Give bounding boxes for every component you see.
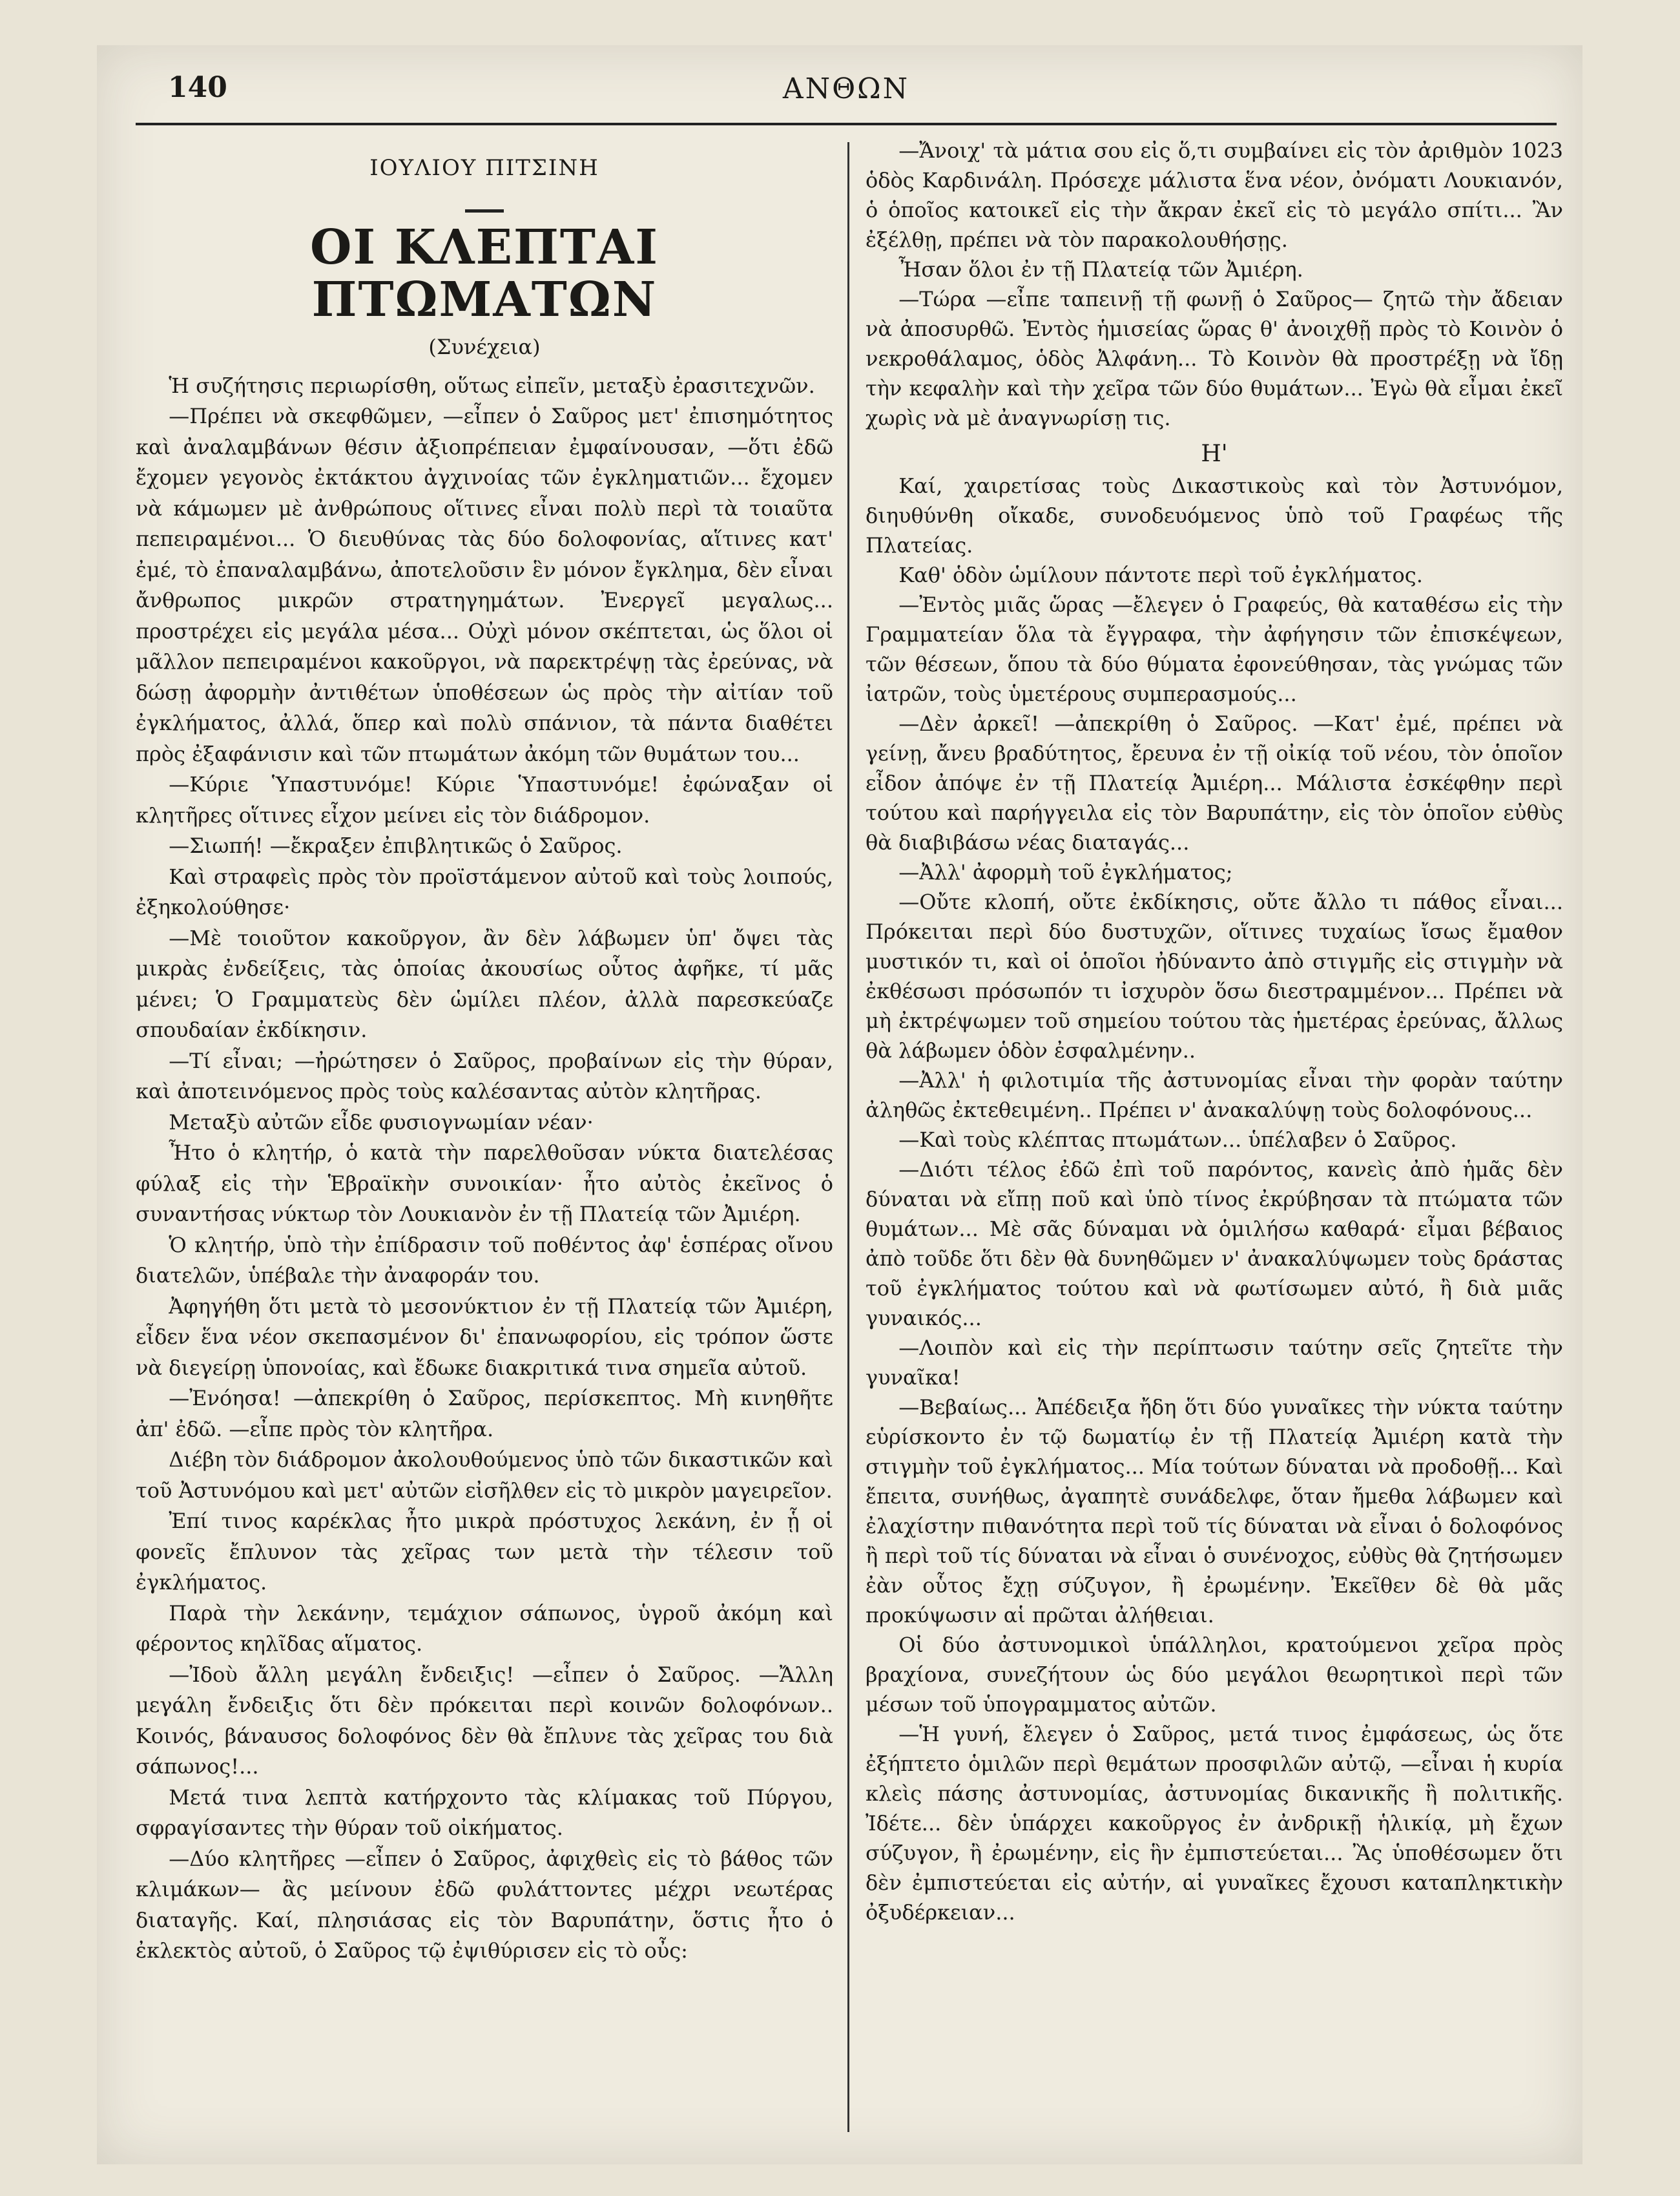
right-column-text-bottom [866, 471, 1563, 1927]
paragraph: —Ἡ γυνή, ἔλεγεν ὁ Σαῦρος, μετά τινος ἐμφάσεως, ὡς ὅτε ἐξήπτετο ὁμιλῶν περὶ θεμάτων προσφιλῶν αὐτῷ, —εἶναι ἡ κυρία κλεὶς πάσης ἀστυνομίας, ἀστυνομίας δικανικῆς ἢ πολιτικῆς. Ἰδέτε... δὲν ὑπάρχει κακοῦργος ἐν ἀνδρικῇ ἡλικίᾳ, μὴ ἔχων σύζυγον, ἢ ἐρωμένην, εἰς ἣν ἐμπιστεύεται... Ἂς ὑποθέσωμεν ὅτι δὲν ἐμπιστεύεται εἰς αὐτήν, αἱ γυναῖκες ἔχουσι καταπληκτικὴν ὀξυδέρκειαν... [866, 1722, 1563, 1925]
title-dash [465, 209, 504, 213]
page-header [136, 58, 1557, 129]
paragraph: —Ἐνόησα! —ἀπεκρίθη ὁ Σαῦρος, περίσκεπτος. Μὴ κινηθῆτε ἀπ' ἐδῶ. —εἶπε πρὸς τὸν κλητῆρα. [136, 1386, 833, 1441]
paragraph: —Δὲν ἀρκεῖ! —ἀπεκρίθη ὁ Σαῦρος. —Κατ' ἐμέ, πρέπει νὰ γείνῃ, ἄνευ βραδύτητος, ἔρευνα ἐν τῇ οἰκίᾳ τοῦ νέου, τὸν ὁποῖον εἶδον ἀπόψε ἐν τῇ Πλατείᾳ Ἀμιέρη... Μάλιστα ἐσκέφθην περὶ τούτου καὶ παρήγγειλα εἰς τὸν Βαρυπάτην, εἰς τὸν ὁποῖον εὐθὺς θὰ διαβιβάσω νέας διαταγάς... [866, 711, 1563, 855]
article-title: ΟΙ ΚΛΕΠΤΑΙ ΠΤΩΜΑΤΩΝ [310, 220, 659, 328]
paragraph: Ἦσαν ὅλοι ἐν τῇ Πλατείᾳ τῶν Ἀμιέρη. [898, 257, 1303, 282]
paragraph: Ἡ συζήτησις περιωρίσθη, οὕτως εἰπεῖν, μεταξὺ ἐρασιτεχνῶν. [169, 373, 815, 398]
paragraph: Ἦτο ὁ κλητήρ, ὁ κατὰ τὴν παρελθοῦσαν νύκτα διατελέσας φύλαξ εἰς τὴν Ἑβραϊκὴν συνοικίαν· ἦτο αὐτὸς ἐκεῖνος ὁ συναντήσας νύκτωρ τὸν Λουκιανὸν ἐν τῇ Πλατείᾳ τῶν Ἀμιέρη. [136, 1140, 833, 1227]
paragraph: —Διότι τέλος ἐδῶ ἐπὶ τοῦ παρόντος, κανεὶς ἀπὸ ἡμᾶς δὲν δύναται νὰ εἴπῃ ποῦ καὶ ὑπὸ τίνος ἐκρύβησαν τὰ πτώματα τῶν θυμάτων... Μὲ σᾶς δύναμαι νὰ ὁμιλήσω καθαρά· εἶμαι βέβαιος ἀπὸ τοῦδε ὅτι δὲν θὰ δυνηθῶμεν ν' ἀνακαλύψωμεν τοὺς δράστας τοῦ ἐγκλήματος τούτου καὶ νὰ φωτίσωμεν αὐτό, ἢ διὰ μιᾶς γυναικός... [866, 1157, 1563, 1330]
paragraph: —Πρέπει νὰ σκεφθῶμεν, —εἶπεν ὁ Σαῦρος μετ' ἐπισημότητος καὶ ἀναλαμβάνων θέσιν ἀξιοπρέπειαν ἐμφαίνουσαν, —ὅτι ἐδῶ ἔχομεν γεγονὸς ἐκτάκτου ἀγχινοίας τῶν ἐγκληματιῶν... ἔχομεν νὰ κάμωμεν μὲ ἀνθρώπους οἵτινες εἶναι πολὺ περὶ τὰ τοιαῦτα πεπειραμένοι... Ὁ διευθύνας τὰς δύο δολοφονίας, αἵτινες κατ' ἐμέ, τὸ ἐπαναλαμβάνω, ἀποτελοῦσιν ἓν μόνον ἔγκλημα, δὲν εἶναι ἄνθρωπος μικρῶν στρατηγημάτων. Ἐνεργεῖ μεγαλως... προστρέχει εἰς μεγάλα μέσα... Οὐχὶ μόνον σκέπτεται, ὡς ὅλοι οἱ μᾶλλον πεπειραμένοι κακοῦργοι, νὰ παρεκτρέψῃ τὰς ἐρεύνας, νὰ δώσῃ ἀφορμὴν ἀντιθέτων ὑποθέσεων ὡς πρὸς τὴν αἰτίαν τοῦ ἐγκλήματος, ἀλλά, ὅπερ καὶ πολὺ σπάνιον, τὰ πάντα διαθέτει πρὸς ἐξαφάνισιν καὶ τῶν πτωμάτων ἀκόμη τῶν θυμάτων του... [136, 404, 833, 766]
paragraph: Μεταξὺ αὐτῶν εἶδε φυσιογνωμίαν νέαν· [169, 1109, 594, 1135]
paragraph: Ὁ κλητήρ, ὑπὸ τὴν ἐπίδρασιν τοῦ ποθέντος ἀφ' ἑσπέρας οἴνου διατελῶν, ὑπέβαλε τὴν ἀναφοράν του. [136, 1232, 833, 1288]
paragraph: Ἀφηγήθη ὅτι μετὰ τὸ μεσονύκτιον ἐν τῇ Πλατείᾳ τῶν Ἀμιέρη, εἶδεν ἕνα νέον σκεπασμένον δι' ἐπανωφορίου, εἰς τρόπον ὥστε νὰ διεγείρῃ ὑπονοίας, καὶ ἔδωκε διακριτικά τινα σημεῖα αὐτοῦ. [136, 1293, 833, 1380]
paragraph: —Καὶ τοὺς κλέπτας πτωμάτων... ὑπέλαβεν ὁ Σαῦρος. [898, 1127, 1457, 1152]
paragraph: Μετά τινα λεπτὰ κατήρχοντο τὰς κλίμακας τοῦ Πύργου, σφραγίσαντες τὴν θύραν τοῦ οἰκήματος. [136, 1784, 833, 1841]
running-title: ΑΝΘΩΝ [782, 72, 910, 105]
paragraph: —Ἰδοὺ ἄλλη μεγάλη ἔνδειξις! —εἶπεν ὁ Σαῦρος. —Ἄλλη μεγάλη ἔνδειξις ὅτι δὲν πρόκειται περὶ κοινῶν δολοφόνων.. Κοινός, βάναυσος δολοφόνος δὲν θὰ ἔπλυνε τὰς χεῖρας του διὰ σάπωνος!... [136, 1662, 833, 1779]
column-rule [847, 142, 849, 2132]
article-subtitle: (Συνέχεια) [428, 334, 541, 359]
paragraph: Καὶ στραφεὶς πρὸς τὸν προϊστάμενον αὐτοῦ καὶ τοὺς λοιπούς, ἐξηκολούθησε· [136, 864, 833, 920]
paragraph: Παρὰ τὴν λεκάνην, τεμάχιον σάπωνος, ὑγροῦ ἀκόμη καὶ φέροντος κηλῖδας αἵματος. [136, 1600, 833, 1657]
paragraph: Καί, χαιρετίσας τοὺς Δικαστικοὺς καὶ τὸν Ἀστυνόμον, διηυθύνθη οἴκαδε, συνοδευόμενος ὑπὸ τοῦ Γραφέως τῆς Πλατείας. [866, 474, 1563, 558]
paragraph: Οἱ δύο ἀστυνομικοὶ ὑπάλληλοι, κρατούμενοι χεῖρα πρὸς βραχίονα, συνεζήτουν ὡς δύο μεγάλοι θεωρητικοὶ περὶ τῶν μέσων τοῦ ὑπογραμματος αὐτῶν. [866, 1633, 1563, 1717]
paragraph: —Ἀλλ' ἡ φιλοτιμία τῆς ἀστυνομίας εἶναι τὴν φορὰν ταύτην ἀληθῶς ἐκτεθειμένη.. Πρέπει ν' ἀνακαλύψῃ τοὺς δολοφόνους... [866, 1068, 1563, 1122]
paragraph: —Ἐντὸς μιᾶς ὥρας —ἔλεγεν ὁ Γραφεύς, θὰ καταθέσω εἰς τὴν Γραμματείαν ὅλα τὰ ἔγγραφα, τὴν ἀφήγησιν τῶν ἐπισκέψεων, τῶν θέσεων, ὅπου τὰ δύο θύματα ἐφονεύθησαν, τὰς γνώμας τῶν ἰατρῶν, τοὺς ὑμετέρους συμπερασμούς... [866, 592, 1563, 706]
header-rule [136, 123, 1557, 125]
section-mark: Η' [1201, 441, 1228, 467]
paragraph: —Οὔτε κλοπή, οὔτε ἐκδίκησις, οὔτε ἄλλο τι πάθος εἶναι... Πρόκειται περὶ δύο δυστυχῶν, οἵτινες τυχαίως ἴσως ἔμαθον μυστικόν τι, καὶ οἱ ὁποῖοι ἠδύναντο ἀπὸ στιγμῆς εἰς στιγμὴν νὰ ἐκθέσωσι πρόσωπόν τι ἰσχυρὸν ὅσω διεστραμμένον... Πρέπει νὰ μὴ ἐκτρέψωμεν τοῦ σημείου τούτου τὰς ἡμετέρας ἐρεύνας, ἄλλως θὰ λάβωμεν ὁδὸν ἐσφαλμένην.. [866, 890, 1563, 1063]
paragraph: —Κύριε Ὑπαστυνόμε! Κύριε Ὑπαστυνόμε! ἐφώναξαν οἱ κλητῆρες οἵτινες εἶχον μείνει εἰς τὸν διάδρομον. [136, 772, 833, 828]
newspaper-page [97, 45, 1582, 2164]
paragraph: Καθ' ὁδὸν ὡμίλουν πάντοτε περὶ τοῦ ἐγκλήματος. [898, 563, 1423, 587]
paragraph: —Ἀλλ' ἀφορμὴ τοῦ ἐγκλήματος; [898, 860, 1233, 884]
page-number: 140 [168, 71, 227, 104]
paragraph: Διέβη τὸν διάδρομον ἀκολουθούμενος ὑπὸ τῶν δικαστικῶν καὶ τοῦ Ἀστυνόμου καὶ μετ' αὐτῶν εἰσῆλθεν εἰς τὸ μικρὸν μαγειρεῖον. [136, 1447, 833, 1503]
paragraph: —Βεβαίως... Ἀπέδειξα ἤδη ὅτι δύο γυναῖκες τὴν νύκτα ταύτην εὑρίσκοντο ἐν τῷ δωματίῳ ἐν τῇ Πλατείᾳ Ἀμιέρη κατὰ τὴν στιγμὴν τοῦ ἐγκλήματος... Μία τούτων δύναται νὰ προδοθῇ... Καὶ ἔπειτα, συνήθως, ἀγαπητὲ συνάδελφε, ὅταν ἤμεθα λάβωμεν καὶ ἐλαχίστην πιθανότητα περὶ τοῦ τίς δύναται νὰ εἶναι ὁ δολοφόνος ἢ περὶ τοῦ τίς δύναται νὰ εἶναι ὁ συνένοχος, εὐθὺς θὰ ζητήσωμεν ἐὰν οὗτος ἔχῃ σύζυγον, ἢ ἐρωμένην. Ἐκεῖθεν δὲ θὰ μᾶς προκύψωσιν αἱ πρῶται ἀλήθειαι. [866, 1395, 1563, 1627]
paragraph: —Ἄνοιχ' τὰ μάτια σου εἰς ὅ,τι συμβαίνει εἰς τὸν ἀριθμὸν 1023 ὁδὸς Καρδινάλη. Πρόσεχε μάλιστα ἕνα νέον, ὀνόματι Λουκιανόν, ὁ ὁποῖος κατοικεῖ εἰς τὴν ἄκραν ἐκεῖ εἰς τὸ μεγάλο σπίτι... Ἂν ἐξέλθῃ, πρέπει νὰ τὸν παρακολουθήσῃς. [866, 138, 1563, 252]
paragraph: —Μὲ τοιοῦτον κακοῦργον, ἂν δὲν λάβωμεν ὑπ' ὄψει τὰς μικρὰς ἐνδείξεις, τὰς ὁποίας ἀκουσίως οὗτος ἀφῆκε, τί μᾶς μένει; Ὁ Γραμματεὺς δὲν ὡμίλει πλέον, ἀλλὰ παρεσκεύαζε σπουδαίαν ἐκδίκησιν. [136, 925, 833, 1043]
paragraph: —Δύο κλητῆρες —εἶπεν ὁ Σαῦρος, ἀφιχθεὶς εἰς τὸ βάθος τῶν κλιμάκων— ἂς μείνουν ἐδῶ φυλάττοντες μέχρι νεωτέρας διαταγῆς. Καί, πλησιάσας εἰς τὸν Βαρυπάτην, ὅστις ἦτο ὁ ἐκλεκτὸς αὐτοῦ, ὁ Σαῦρος τῷ ἐψιθύρισεν εἰς τὸ οὖς: [136, 1846, 833, 1963]
paragraph: —Τώρα —εἶπε ταπεινῇ τῇ φωνῇ ὁ Σαῦρος— ζητῶ τὴν ἄδειαν νὰ ἀποσυρθῶ. Ἐντὸς ἡμισείας ὥρας θ' ἀνοιχθῇ πρὸς τὸ Κοινὸν ὁ νεκροθάλαμος, ὁδὸς Ἀλφάνη... Τὸ Κοινὸν θὰ προστρέξῃ νὰ ἴδῃ τὴν κεφαλὴν καὶ τὴν χεῖρα τῶν δύο θυμάτων... Ἐγὼ θὰ εἶμαι ἐκεῖ χωρὶς νὰ μὲ ἀναγνωρίσῃ τις. [866, 287, 1563, 430]
paragraph: Ἐπί τινος καρέκλας ἦτο μικρὰ πρόστυχος λεκάνη, ἐν ᾗ οἱ φονεῖς ἔπλυνον τὰς χεῖρας των μετὰ τὴν τέλεσιν τοῦ ἐγκλήματος. [136, 1509, 833, 1595]
left-column-text [136, 371, 833, 1967]
paragraph: —Σιωπή! —ἔκραξεν ἐπιβλητικῶς ὁ Σαῦρος. [169, 833, 623, 859]
left-column [136, 136, 833, 2151]
paragraph: —Λοιπὸν καὶ εἰς τὴν περίπτωσιν ταύτην σεῖς ζητεῖτε τὴν γυναῖκα! [866, 1335, 1563, 1390]
paragraph: —Τί εἶναι; —ἠρώτησεν ὁ Σαῦρος, προβαίνων εἰς τὴν θύραν, καὶ ἀποτεινόμενος πρὸς τοὺς καλέσαντας αὐτὸν κλητῆρας. [136, 1048, 833, 1104]
right-column [866, 136, 1563, 2151]
right-column-text-top [866, 136, 1563, 433]
article-author: ΙΟΥΛΙΟΥ ΠΙΤΣΙΝΗ [369, 155, 599, 181]
